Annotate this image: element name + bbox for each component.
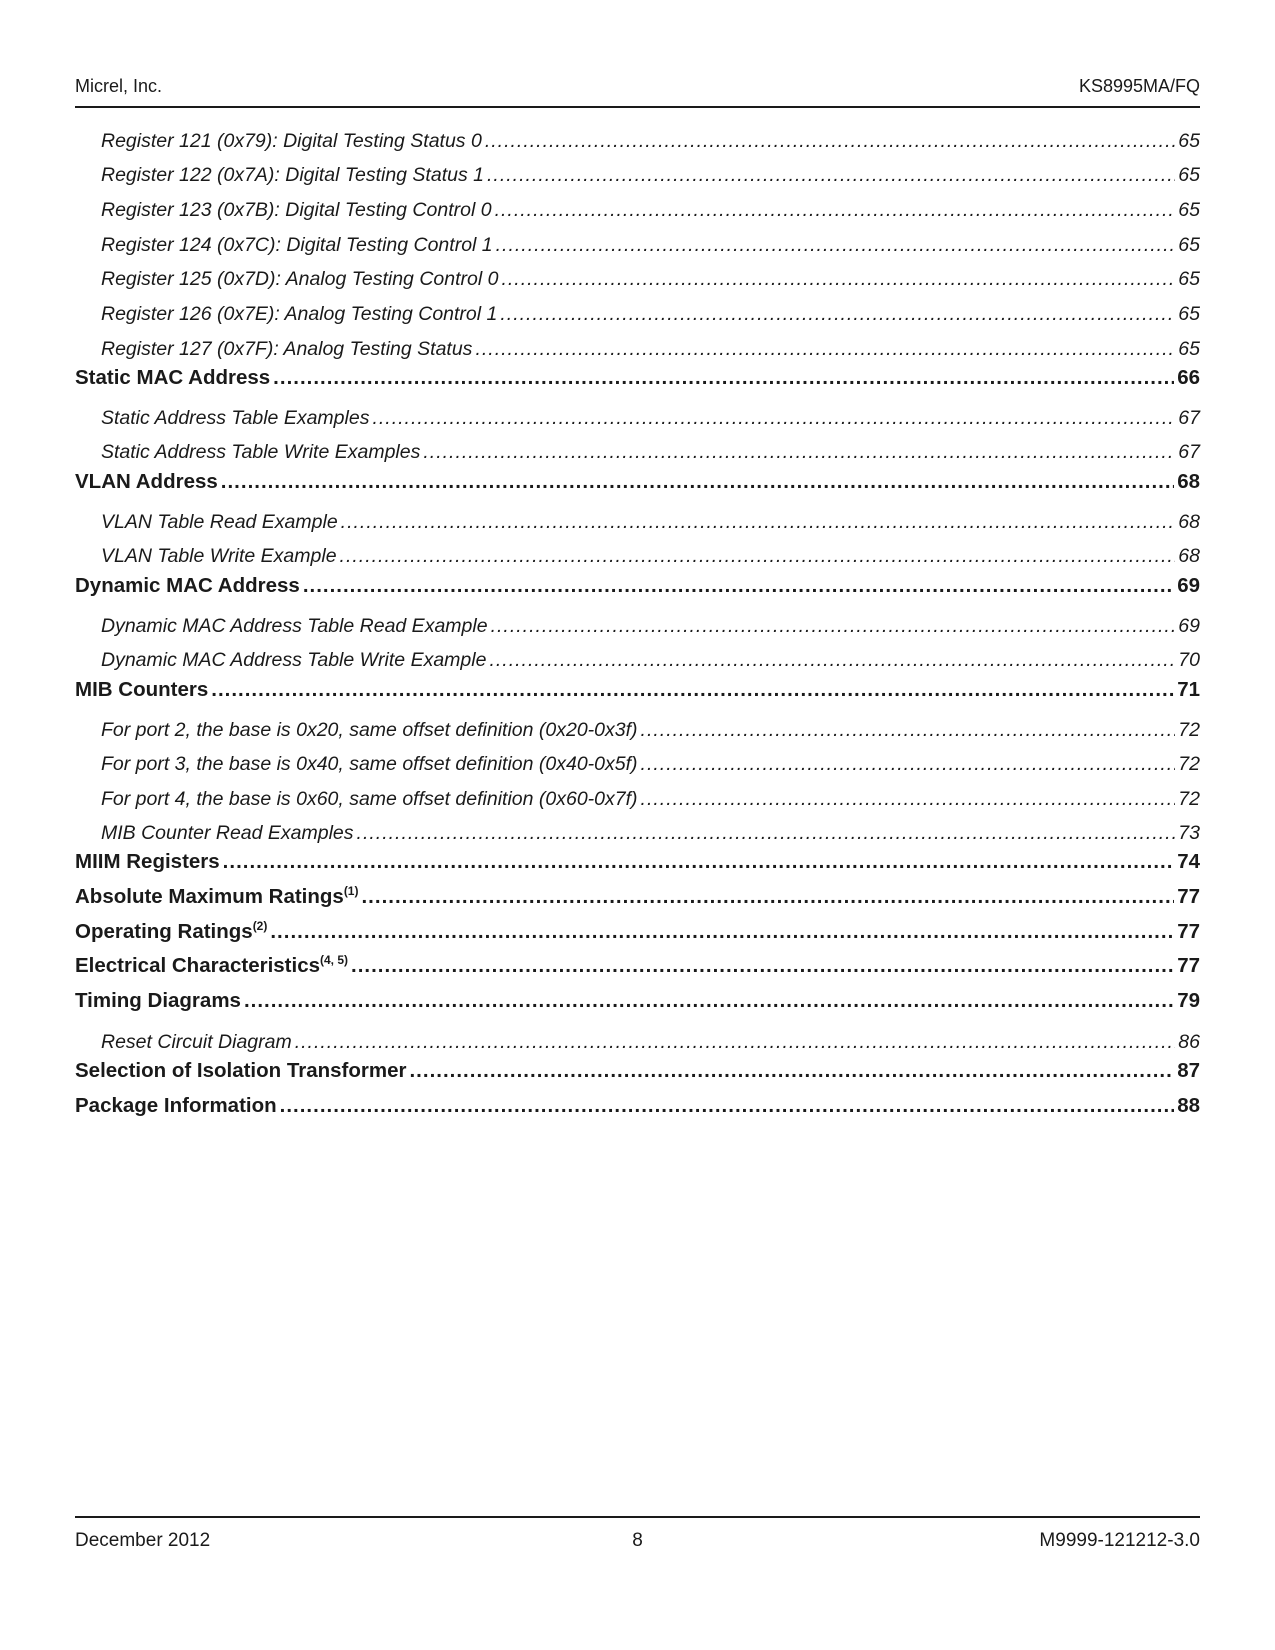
toc-entry-page: 86: [1178, 1031, 1200, 1053]
toc-entry-page: 72: [1178, 719, 1200, 741]
toc-entry-page: 67: [1178, 407, 1200, 429]
toc-entry-title: VLAN Table Write Example: [101, 545, 337, 567]
toc-entry-title: Reset Circuit Diagram: [101, 1031, 292, 1053]
toc-section[interactable]: [75, 678, 1200, 702]
toc-leader-dots: [303, 574, 1174, 598]
toc-leader-dots: [491, 615, 1176, 638]
toc-entry[interactable]: [75, 649, 1200, 672]
toc-entry-title: Static Address Table Write Examples: [101, 441, 421, 463]
footer-doc-id: M9999-121212-3.0: [1039, 1530, 1200, 1551]
toc-entry-page: 72: [1178, 788, 1200, 810]
toc-section[interactable]: [75, 366, 1200, 390]
toc-entry[interactable]: [75, 234, 1200, 257]
toc-section-title: Package Information: [75, 1094, 277, 1117]
toc-leader-dots: [423, 441, 1175, 464]
toc-leader-dots: [641, 788, 1176, 811]
toc-section-title: MIIM Registers: [75, 850, 220, 873]
toc-section-page: 77: [1177, 885, 1200, 908]
toc-section-page: 88: [1177, 1094, 1200, 1117]
toc-entry[interactable]: [75, 545, 1200, 568]
toc-section-title: VLAN Address: [75, 470, 218, 493]
toc-section-title-text: Absolute Maximum Ratings: [75, 885, 344, 908]
toc-entry-page: 69: [1178, 615, 1200, 637]
page-header: [75, 74, 1200, 108]
toc-entry-title: Register 122 (0x7A): Digital Testing Status 1: [101, 164, 484, 186]
toc-section-page: 77: [1177, 954, 1200, 977]
toc-entry[interactable]: [75, 719, 1200, 742]
toc-entry-page: 65: [1178, 130, 1200, 152]
footnote-ref: (4, 5): [320, 953, 349, 968]
footer-page-number: 8: [632, 1530, 643, 1551]
toc-leader-dots: [475, 338, 1175, 361]
footnote-ref: (1): [343, 884, 359, 899]
toc-entry-title: For port 2, the base is 0x20, same offset definition (0x20-0x3f): [101, 719, 638, 741]
toc-leader-dots: [489, 649, 1175, 672]
toc-entry[interactable]: [75, 441, 1200, 464]
toc-section[interactable]: [75, 850, 1200, 874]
toc-entry-page: 65: [1178, 268, 1200, 290]
toc-leader-dots: [244, 989, 1174, 1013]
toc-leader-dots: [500, 303, 1175, 326]
toc-leader-dots: [341, 511, 1176, 534]
footnote-ref: (2): [252, 919, 268, 934]
toc-section-title: Timing Diagrams: [75, 989, 241, 1012]
toc-leader-dots: [372, 407, 1175, 430]
toc-section-page: 79: [1177, 989, 1200, 1012]
toc-entry[interactable]: [75, 130, 1200, 153]
toc-leader-dots: [340, 545, 1176, 568]
toc-section-page: 77: [1177, 920, 1200, 943]
toc-entry-title: Register 124 (0x7C): Digital Testing Control 1: [101, 234, 493, 256]
toc-entry-page: 67: [1178, 441, 1200, 463]
toc-leader-dots: [351, 954, 1174, 978]
toc-section-page: 71: [1177, 678, 1200, 701]
toc-leader-dots: [280, 1094, 1175, 1118]
part-number: KS8995MA/FQ: [1078, 76, 1200, 96]
toc-leader-dots: [641, 719, 1176, 742]
toc-entry[interactable]: [75, 615, 1200, 638]
toc-section-title: [75, 954, 348, 978]
toc-section-title: Static MAC Address: [75, 366, 271, 389]
toc-section-page: 68: [1177, 470, 1200, 493]
toc-entry-page: 65: [1178, 199, 1200, 221]
toc-section-page: 66: [1177, 366, 1200, 389]
toc-entry-page: 65: [1178, 338, 1200, 360]
toc-section[interactable]: [75, 885, 1200, 909]
toc-entry-title: For port 4, the base is 0x60, same offset definition (0x60-0x7f): [101, 788, 638, 810]
toc-section-page: 69: [1177, 574, 1200, 597]
toc-entry-page: 68: [1178, 545, 1200, 567]
toc-section[interactable]: [75, 1059, 1200, 1083]
toc-leader-dots: [223, 850, 1175, 874]
toc-leader-dots: [221, 470, 1174, 494]
toc-entry-title: Static Address Table Examples: [101, 407, 370, 429]
toc-entry[interactable]: [75, 407, 1200, 430]
toc-section-title: Dynamic MAC Address: [75, 574, 300, 597]
toc-section[interactable]: [75, 920, 1200, 944]
toc-entry[interactable]: [75, 338, 1200, 361]
toc-section-title: Selection of Isolation Transformer: [75, 1059, 407, 1082]
toc-entry[interactable]: [75, 822, 1200, 845]
toc-leader-dots: [487, 164, 1175, 187]
toc-entry-page: 65: [1178, 303, 1200, 325]
toc-entry-title: Register 121 (0x79): Digital Testing Status 0: [101, 130, 482, 152]
toc-leader-dots: [357, 822, 1176, 845]
toc-entry-title: VLAN Table Read Example: [101, 511, 338, 533]
toc-entry[interactable]: [75, 753, 1200, 776]
toc-entry-title: Register 126 (0x7E): Analog Testing Control 1: [101, 303, 498, 325]
toc-section-title: [75, 920, 267, 944]
toc-leader-dots: [409, 1059, 1174, 1083]
page-footer: [75, 1516, 1200, 1558]
toc-entry[interactable]: [75, 511, 1200, 534]
toc-section-title: [75, 885, 358, 909]
toc-leader-dots: [496, 234, 1176, 257]
toc-leader-dots: [485, 130, 1175, 153]
toc-leader-dots: [211, 678, 1174, 702]
company-name: Micrel, Inc.: [75, 76, 163, 96]
toc-leader-dots: [273, 366, 1174, 390]
toc-leader-dots: [495, 199, 1176, 222]
toc-section-title: MIB Counters: [75, 678, 209, 701]
toc-section[interactable]: [75, 470, 1200, 494]
toc-entry-title: Register 127 (0x7F): Analog Testing Status: [101, 338, 473, 360]
toc-entry-title: For port 3, the base is 0x40, same offset definition (0x40-0x5f): [101, 753, 638, 775]
toc-entry-title: Register 123 (0x7B): Digital Testing Control 0: [101, 199, 492, 221]
toc-section[interactable]: [75, 954, 1200, 978]
toc-entry-page: 65: [1178, 234, 1200, 256]
toc-section-page: 87: [1177, 1059, 1200, 1082]
toc-entry[interactable]: [75, 199, 1200, 222]
toc-entry[interactable]: [75, 303, 1200, 326]
toc-entry-page: 73: [1178, 822, 1200, 844]
toc-entry-page: 68: [1178, 511, 1200, 533]
toc-entry-title: Dynamic MAC Address Table Read Example: [101, 615, 488, 637]
footer-date: December 2012: [75, 1530, 211, 1551]
toc-entry-page: 72: [1178, 753, 1200, 775]
toc-entry[interactable]: [75, 164, 1200, 187]
toc-section[interactable]: [75, 1094, 1200, 1118]
toc-leader-dots: [361, 885, 1174, 909]
toc-section-title-text: Operating Ratings: [75, 920, 253, 943]
toc-section[interactable]: [75, 989, 1200, 1013]
toc-section[interactable]: [75, 574, 1200, 598]
toc-entry-page: 65: [1178, 164, 1200, 186]
toc-entry-title: Register 125 (0x7D): Analog Testing Control 0: [101, 268, 499, 290]
toc-entry[interactable]: [75, 268, 1200, 291]
toc-leader-dots: [295, 1031, 1176, 1054]
toc-leader-dots: [270, 920, 1174, 944]
toc-entry-title: Dynamic MAC Address Table Write Example: [101, 649, 487, 671]
toc-leader-dots: [501, 268, 1175, 291]
toc-entry[interactable]: [75, 1031, 1200, 1054]
toc-entry[interactable]: [75, 788, 1200, 811]
toc-section-page: 74: [1177, 850, 1200, 873]
toc-section-title-text: Electrical Characteristics: [75, 954, 320, 977]
toc-entry-title: MIB Counter Read Examples: [101, 822, 354, 844]
toc-leader-dots: [641, 753, 1176, 776]
toc-entry-page: 70: [1178, 649, 1200, 671]
